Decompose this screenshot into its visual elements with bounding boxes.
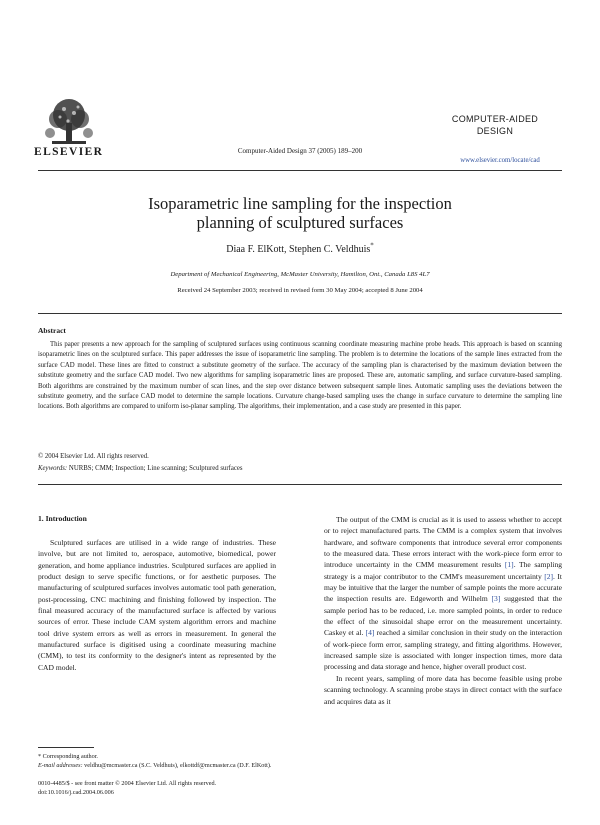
footnote-divider	[38, 747, 94, 748]
para2-part-b: . The sampling strategy is a major contributor to the CMM's measurement uncertainty	[324, 560, 562, 581]
email-label: E-mail addresses:	[38, 762, 83, 769]
article-title	[60, 194, 540, 232]
para2-part-c: . It may be intuitive that the larger the number of sample points the more accurate the inspection results are. Edgeworth and Wilhelm	[324, 571, 562, 604]
keywords	[38, 465, 243, 472]
title-line1: Isoparametric line sampling for the inspection	[148, 194, 452, 213]
corresponding-author-note: * Corresponding author.	[38, 753, 98, 760]
author-list	[0, 241, 600, 255]
email-addresses: veldhu@mcmaster.ca (S.C. Veldhuis), elkottdf@mcmaster.ca (D.F. ElKott).	[82, 762, 272, 769]
intro-paragraph-3: In recent years, sampling of more data has become feasible using probe scanning technology. A scanning probe stays in direct contact with the surface and acquires data as it	[324, 673, 562, 706]
corresponding-author-mark[interactable]: *	[370, 241, 374, 250]
abstract-divider	[38, 484, 562, 485]
issn-doi-block	[38, 779, 298, 797]
doi-line[interactable]: doi:10.1016/j.cad.2004.06.006	[38, 789, 114, 796]
keywords-label: Keywords:	[38, 465, 68, 472]
corresponding-author-footnote	[38, 752, 278, 770]
reference-link-4[interactable]: [4]	[365, 628, 375, 638]
title-line2: planning of sculptured surfaces	[196, 213, 404, 232]
para2-part-d: suggested that the sample period has to be reduced, i.e. more sampled points, in order to reduce the effect of the sinusoidal shape error on the measurement uncertainty. Caskey et al.	[324, 594, 562, 638]
issn-line: 0010-4485/$ - see front matter © 2004 Elsevier Ltd. All rights reserved.	[38, 780, 217, 787]
title-divider	[38, 313, 562, 314]
section-heading-introduction: 1. Introduction	[38, 514, 87, 523]
affiliation: Department of Mechanical Engineering, McMaster University, Hamilton, Ont., Canada L8S 4L7	[170, 271, 430, 278]
journal-url-link[interactable]: www.elsevier.com/locate/cad	[460, 157, 540, 164]
abstract-body	[38, 340, 562, 413]
journal-title-line2: DESIGN	[476, 126, 514, 136]
header-divider	[38, 170, 562, 171]
copyright-notice: © 2004 Elsevier Ltd. All rights reserved.	[38, 453, 149, 460]
reference-link-1[interactable]: [1]	[504, 560, 514, 570]
keywords-list: NURBS; CMM; Inspection; Line scanning; Sculptured surfaces	[68, 465, 243, 472]
para2-part-e: reached a similar conclusion in their study on the interaction of work-piece form error, sampling strategy, and fitting algorithms. However, increased sample size is associated with longer inspection times, more data processing and data storage and hence, higher overall product cost.	[324, 628, 562, 672]
author-names: Diaa F. ElKott, Stephen C. Veldhuis	[226, 244, 371, 255]
left-column	[38, 537, 276, 673]
intro-paragraph-2	[324, 514, 562, 673]
abstract-heading: Abstract	[38, 326, 66, 335]
journal-citation: Computer-Aided Design 37 (2005) 189–200	[237, 147, 363, 155]
article-dates: Received 24 September 2003; received in revised form 30 May 2004; accepted 8 June 2004	[177, 287, 423, 294]
abstract-text: This paper presents a new approach for the sampling of sculptured surfaces using continuous scanning coordinate measuring machine probe heads. This approach is based on scanning isoparametric lines on the sculptured surface. This paper addresses the issue of isoparametric line sampling. The problem is to determine the locations of the sample lines extracted from the surface CAD model. These lines are fitted to construct a substitute geometry of the surface. The accuracy of the sampling plan is characterised by the maximum deviation between the substitute geometry and the surface CAD model. Two new algorithms for sampling isoparametric lines are proposed. These are, automatic sampling, and surface curvature-based sampling. Both algorithms are constrained by the maximum number of scan lines, and the step over distance between subsequent sample lines. Automatic sampling uses the deviations between the substitute geometry, and the surface CAD model to determine the sample locations. Curvature change-based sampling uses the change in surface curvature to determine the sampling line locations. Both algorithms are compared to uniform iso-planar sampling. The algorithms, their implementation, and a case study are presented in this paper.	[38, 341, 562, 411]
publisher-name: ELSEVIER	[34, 146, 104, 158]
reference-link-3[interactable]: [3]	[491, 594, 501, 604]
intro-paragraph-1: Sculptured surfaces are utilised in a wide range of industries. These involve, but are not limited to, aerospace, automotive, biomedical, power generation, and home appliance industries. Sculptured surfaces are applied in product design to serve specific functions, or for aesthetic purposes. The manufacturing of sculptured surfaces involves automatic tool path generation, post-processing, CNC machining and finishing followed by inspection. The final measured accuracy of the manufactured surface is affected by various sources of error. These include CAM system algorithm errors and machine tool drive system errors as well as errors in measurement. In general the manufactured surface is digitised using a coordinate measuring machine (CMM), to test its conformity to the designer's intent as represented by the CAD model.	[38, 538, 276, 672]
right-column	[324, 514, 562, 707]
journal-title	[440, 113, 550, 137]
reference-link-2[interactable]: [2]	[544, 571, 554, 581]
journal-title-line1: COMPUTER-AIDED	[451, 114, 539, 124]
para2-part-a: The output of the CMM is crucial as it is used to assess whether to accept or to reject manufactured parts. The CMM is a complex system that involves hardware, and software components that introduce several error components to the measured data. These errors interact with the work-piece form error to introduce uncertainty in the CMM measurement results	[324, 515, 562, 570]
